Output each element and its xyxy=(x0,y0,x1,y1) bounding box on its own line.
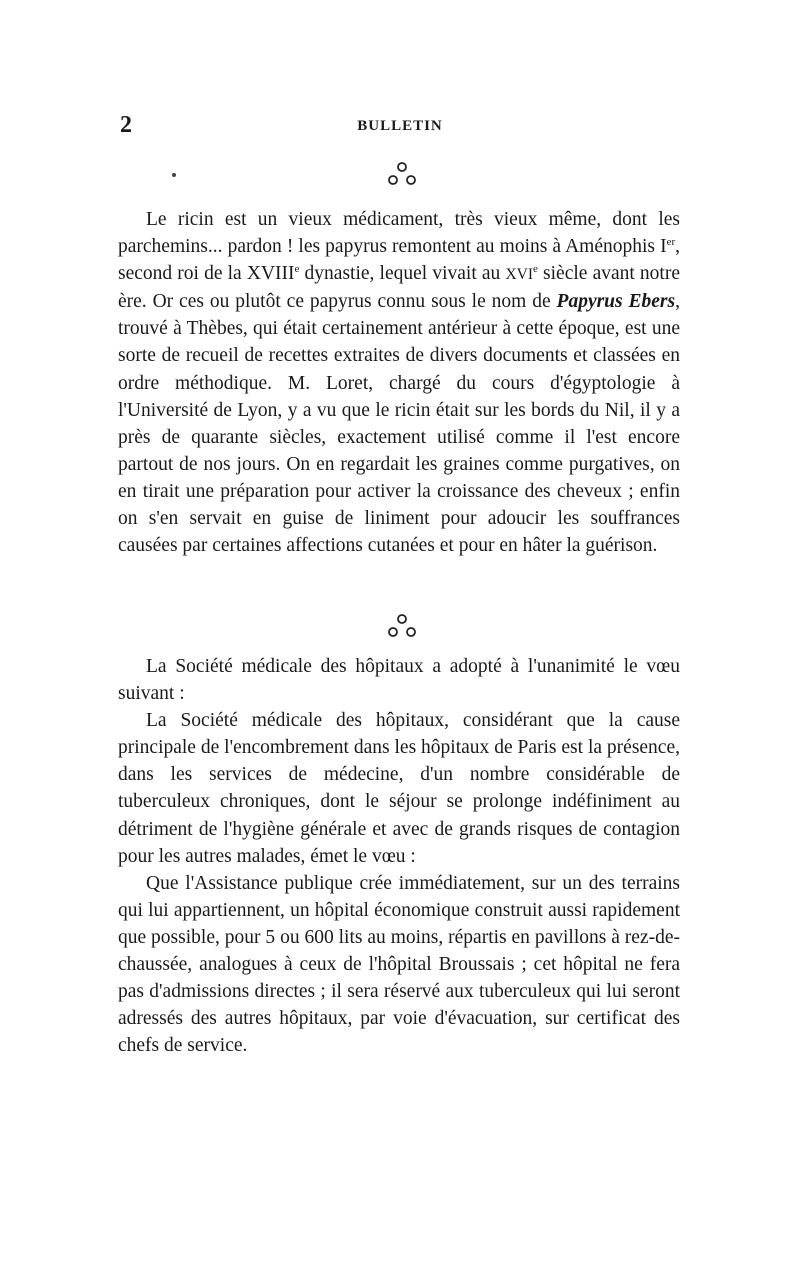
ornament-middle xyxy=(382,612,422,642)
paragraph: La Société médicale des hôpitaux a adopté à l'unanimité le vœu suivant : xyxy=(118,656,680,705)
ricin-text: Le ricin est un vieux médicament, très vieux même, dont les parchemins... pardon ! les papyrus remontent au moins à Aménophis Ier, second roi de la XVIIIe dynastie, lequel vivait au XVIe siècle avant notre ère. Or ces ou plutôt ce papyrus connu sous le nom de Papyrus Ebers, trouvé à Thèbes, qui était certainement antérieur à cette époque, est une sorte de recueil de recettes extraites de divers documents et classées en ordre méthodique. M. Loret, chargé du cours d'égyptologie à l'Université de Lyon, y a vu que le ricin était sur les bords du Nil, il y a près de quarante siècles, exactement utilisé comme il l'est encore partout de nos jours. On en regardait les graines comme purgatives, on en tirait une préparation pour activer la croissance des cheveux ; enfin on s'en servait en guise de liniment pour adoucir les souffrances causées par certaines affections cutanées et pour en hâter la guérison. xyxy=(118,209,680,557)
page-number: 2 xyxy=(120,112,132,138)
running-head: BULLETIN xyxy=(357,118,443,134)
ornament-top xyxy=(382,160,422,190)
papyrus-title: Papyrus Ebers xyxy=(556,291,676,313)
section-hopitaux xyxy=(118,653,680,1059)
paragraph-ricin xyxy=(118,206,680,559)
paragraph: Que l'Assistance publique crée immédiatement, sur un des terrains qui lui appartiennent, un hôpital économique construit aussi rapidement que possible, pour 5 ou 600 lits au moins, répartis en pavillons à rez-de-chaussée, analogues à ceux de l'hôpital Broussais ; cet hôpital ne fera pas d'admissions directes ; il sera réservé aux tuberculeux qui lui seront adressés des autres hôpitaux, par voie d'évacuation, sur certificat des chefs de service. xyxy=(118,872,680,1057)
speck-mark xyxy=(172,173,176,177)
paragraph: La Société médicale des hôpitaux, considérant que la cause principale de l'encombrement dans les hôpitaux de Paris est la présence, dans les services de médecine, d'un nombre considérable de tuberculeux chroniques, dont le séjour se prolonge indéfiniment au détriment de l'hygiène générale et avec de grands risques de contagion pour les autres malades, émet le vœu : xyxy=(118,710,680,867)
